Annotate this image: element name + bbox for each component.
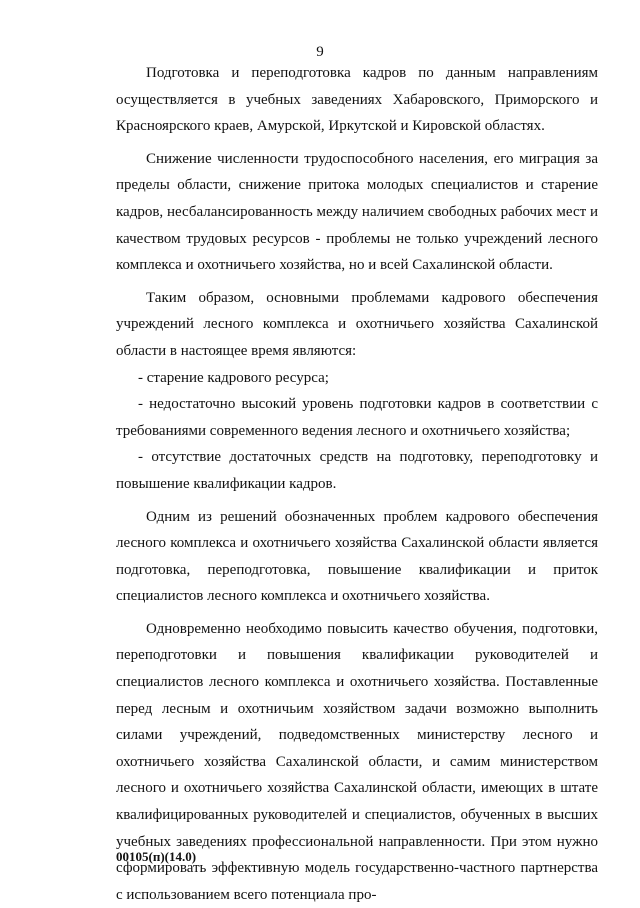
list-item-aging-staff: - старение кадрового ресурса; xyxy=(138,369,329,386)
paragraph-main-problems: Таким образом, основными проблемами кадрового обеспечения учреждений лесного комплекса и охотничьего хозяйства Сахалинской области в настоящее время являются: xyxy=(116,289,598,359)
body-text xyxy=(116,60,598,908)
document-footer-code: 00105(п)(14.0) xyxy=(116,849,197,864)
list-item-funding-shortage: - отсутствие достаточных средств на подготовку, переподготовку и повышение квалификации кадров. xyxy=(116,449,598,492)
list-item-training-level: - недостаточно высокий уровень подготовки кадров в соответствии с требованиями современного ведения лесного и охотничьего хозяйства; xyxy=(116,396,598,439)
page-number: 9 xyxy=(316,44,324,60)
paragraph-workforce-decline: Снижение численности трудоспособного населения, его миграция за пределы области, снижение притока молодых специалистов и старение кадров, несбалансированность между наличием свободных рабочих мест и качеством трудовых ресурсов - проблемы не только учреждений лесного комплекса и охотничьего хозяйства, но и всей Сахалинской области. xyxy=(116,150,598,274)
paragraph-training-institutions: Подготовка и переподготовка кадров по данным направлениям осуществляется в учебных заведениях Хабаровского, Приморского и Красноярского краев, Амурской, Иркутской и Кировской областях. xyxy=(116,65,598,135)
paragraph-quality-improvement: Одновременно необходимо повысить качество обучения, подготовки, переподготовки и повышения квалификации руководителей и специалистов лесного комплекса и охотничьего хозяйства. Поставленные перед лесным и охотничьим хозяйством задачи возможно выполнить силами учреждений, подведомственных министерству лесного и охотничьего хозяйства Сахалинской области, и самим министерством лесного и охотничьего хозяйства Сахалинской области, имеющих в штате квалифицированных руководителей и специалистов, обученных в высших учебных заведениях профессиональной направленности. При этом нужно сформировать эффективную модель государственно-частного партнерства с использованием всего потенциала про- xyxy=(116,620,598,903)
paragraph-solution: Одним из решений обозначенных проблем кадрового обеспечения лесного комплекса и охотничьего хозяйства Сахалинской области является подготовка, переподготовка, повышение квалификации и приток специалистов лесного комплекса и охотничьего хозяйства. xyxy=(116,508,598,605)
